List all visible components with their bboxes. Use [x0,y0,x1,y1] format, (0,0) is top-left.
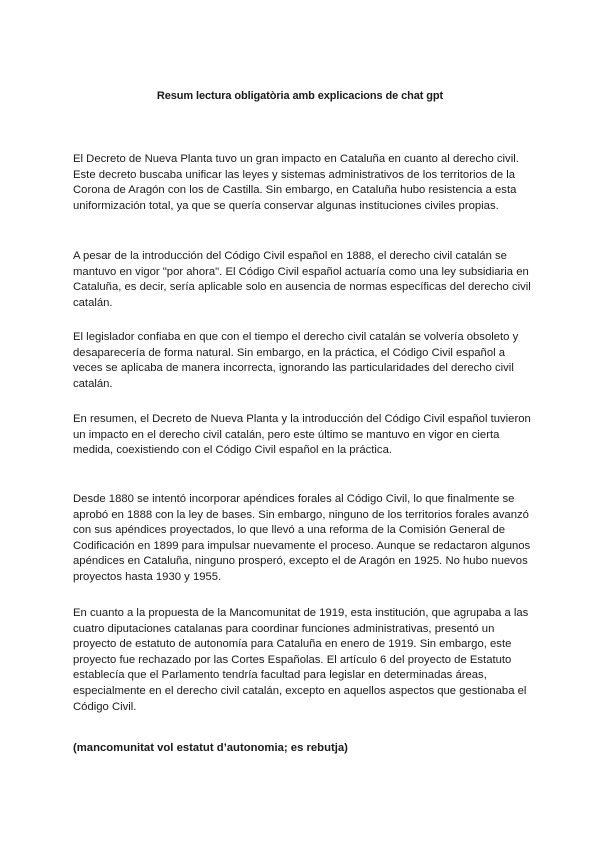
conclusion-note: (mancomunitat vol estatut d’autonomia; es rebutja) [73,742,348,754]
paragraph-resumen: En resumen, el Decreto de Nueva Planta y la introducción del Código Civil español tuvieron un impacto en el derecho civil catalán, pero este último se mantuvo en vigor en cierta medida, coexistiendo con el Código Civil español en la práctica. [73,413,531,457]
paragraph-legislador: El legislador confiaba en que con el tiempo el derecho civil catalán se volvería obsoleto y desaparecería de forma natural. Sin embargo, en la práctica, el Código Civil español a veces se aplicaba de manera incorrecta, ignorando las particularidades del derecho civil catalán. [73,331,519,390]
paragraph-mancomunitat: En cuanto a la propuesta de la Mancomunitat de 1919, esta institución, que agrupaba a las cuatro diputaciones catalanas para coordinar funciones administrativas, presentó un proyecto de estatuto de autonomía para Cataluña en enero de 1919. Sin embargo, este proyecto fue rechazado por las Cortes Españolas. El artículo 6 del proyecto de Estatuto establecía que el Parlamento tendría facultad para legislar en determinadas áreas, especialmente en el derecho civil catalán, excepto en aquellos aspectos que gestionaba el Código Civil. [73,607,529,713]
paragraph-codigo-civil-1888: A pesar de la introducción del Código Civil español en 1888, el derecho civil catalán se mantuvo en vigor "por ahora". El Código Civil español actuaría como una ley subsidiaria en Cataluña, es decir, sería aplicable solo en ausencia de normas específicas del derecho civil catalán. [73,250,531,309]
document-title: Resum lectura obligatòria amb explicacions de chat gpt [156,90,444,102]
paragraph-nueva-planta: El Decreto de Nueva Planta tuvo un gran impacto en Cataluña en cuanto al derecho civil. Este decreto buscaba unificar las leyes y sistemas administrativos de los territorios de la Corona de Aragón con los de Castilla. Sin embargo, en Cataluña hubo resistencia a esta uniformización total, ya que se quería conservar algunas instituciones civiles propias. [73,153,519,212]
paragraph-apendices-forales: Desde 1880 se intentó incorporar apéndices forales al Código Civil, lo que finalmente se aprobó en 1888 con la ley de bases. Sin embargo, ninguno de los territorios forales avanzó con sus apéndices proyectados, lo que llevó a una reforma de la Comisión General de Codificación en 1899 para impulsar nuevamente el proceso. Aunque se redactaron algunos apéndices en Cataluña, ninguno prosperó, excepto el de Aragón en 1925. No hubo nuevos proyectos hasta 1930 y 1955. [73,493,531,583]
